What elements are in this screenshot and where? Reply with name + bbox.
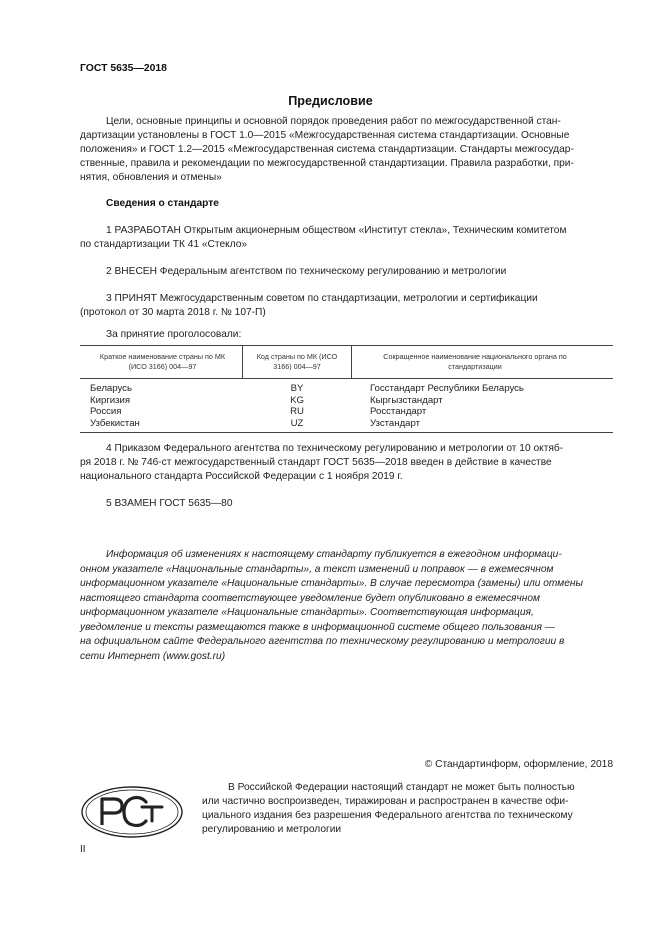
info-item-3-line: 3 ПРИНЯТ Межгосударственным советом по стандартизации, метрологии и сертификации — [106, 293, 538, 304]
table-cell-body: Узстандарт — [370, 417, 421, 429]
table-cell-body: Госстандарт Республики Беларусь — [370, 383, 524, 394]
table-cell-country: Киргизия — [90, 394, 131, 406]
changes-notice-line: на официальном сайте Федерального агентства по техническому регулированию и метрологии в — [80, 636, 565, 647]
changes-notice-line: сети Интернет (www.gost.ru) — [80, 650, 226, 662]
notice-line: или частично воспроизведен, тиражирован и распространен в качестве офи- — [202, 796, 569, 807]
page-number: II — [80, 844, 86, 855]
info-item-1 — [80, 224, 613, 252]
info-item-4-line: ря 2018 г. № 746-ст межгосударственный стандарт ГОСТ 5635—2018 введен в действие в качестве — [80, 457, 552, 468]
changes-notice — [80, 548, 613, 664]
rst-certification-mark-icon — [80, 785, 184, 844]
table-cell-country: Беларусь — [90, 383, 132, 394]
section-heading: Сведения о стандарте — [106, 198, 219, 209]
header-country-name: Краткое наименование страны по МК (ИСО 3166) 004—97 — [99, 352, 226, 371]
info-item-1-line: 1 РАЗРАБОТАН Открытым акционерным обществом «Институт стекла», Техническим комитетом — [106, 225, 567, 236]
column-bodies — [370, 383, 600, 429]
info-item-1-line: по стандартизации ТК 41 «Стекло» — [80, 239, 248, 250]
table-cell-code: KG — [290, 394, 304, 406]
table-cell-country: Россия — [90, 406, 122, 418]
table-cell-code: UZ — [290, 417, 304, 429]
info-item-4-line: 4 Приказом Федерального агентства по техническому регулированию и метрологии от 10 октяб- — [106, 443, 564, 454]
column-countries — [90, 383, 235, 429]
intro-line: ственные, правила и рекомендации по межгосударственной стандартизации. Правила разработки, при- — [80, 158, 574, 169]
reproduction-notice — [202, 781, 613, 837]
changes-notice-line: онном указателе «Национальные стандарты», а текст изменений и поправок — в ежемесячном — [80, 563, 554, 575]
changes-notice-line: Информация об изменениях к настоящему стандарту публикуется в ежегодном информаци- — [106, 549, 562, 560]
intro-line: Цели, основные принципы и основной порядок проведения работ по межгосударственной стан- — [106, 116, 561, 127]
changes-notice-line: настоящего стандарта соответствующее уведомление будет опубликовано в ежемесячном — [80, 592, 541, 604]
notice-line: регулированию и метрологии — [202, 824, 342, 835]
info-item-3 — [80, 292, 613, 320]
preface-title: Предисловие — [288, 94, 373, 108]
header-divider — [351, 346, 352, 378]
info-item-4-line: национального стандарта Российской Федерации с 1 ноября 2019 г. — [80, 471, 403, 482]
voted-label: За принятие проголосовали: — [106, 329, 242, 340]
info-item-5: 5 ВЗАМЕН ГОСТ 5635—80 — [106, 498, 233, 509]
info-item-2: 2 ВНЕСЕН Федеральным агентством по техническому регулированию и метрологии — [106, 266, 507, 277]
changes-notice-line: информационном указателе «Национальные стандарты». Соответствующая информация, — [80, 607, 534, 618]
intro-line: положения» и ГОСТ 1.2—2015 «Межгосударственная система стандартизации. Стандарты межгосудар- — [80, 144, 574, 155]
info-item-4 — [80, 442, 613, 484]
table-cell-body: Кыргызстандарт — [370, 394, 443, 406]
preface-intro — [80, 115, 613, 185]
voting-table — [80, 345, 613, 433]
table-cell-code: RU — [290, 406, 304, 418]
table-header — [80, 346, 613, 379]
header-national-body: Сокращенное наименование национального органа по стандартизации — [383, 352, 567, 371]
changes-notice-line: уведомление и тексты размещаются также в информационной системе общего пользования — — [80, 621, 555, 633]
info-item-3-line: (протокол от 30 марта 2018 г. № 107-П) — [80, 307, 266, 318]
changes-notice-line: информационном указателе «Национальные стандарты». В случае пересмотра (замены) или отмены — [80, 578, 584, 589]
intro-line: дартизации установлены в ГОСТ 1.0—2015 «Межгосударственная система стандартизации. Основные — [80, 130, 570, 141]
notice-line: В Российской Федерации настоящий стандарт не может быть полностью — [228, 782, 575, 793]
table-cell-code: BY — [290, 383, 304, 394]
header-country-code: Код страны по МК (ИСО 3166) 004—97 — [256, 352, 338, 371]
table-cell-body: Росстандарт — [370, 406, 427, 418]
header-divider — [242, 346, 243, 378]
copyright-line: © Стандартинформ, оформление, 2018 — [424, 759, 613, 770]
column-codes — [242, 383, 352, 429]
table-cell-country: Узбекистан — [90, 417, 140, 429]
document-id: ГОСТ 5635—2018 — [80, 63, 167, 74]
notice-line: циального издания без разрешения Федерального агентства по техническому — [202, 810, 573, 821]
intro-line: нятия, обновления и отмены» — [80, 172, 222, 183]
